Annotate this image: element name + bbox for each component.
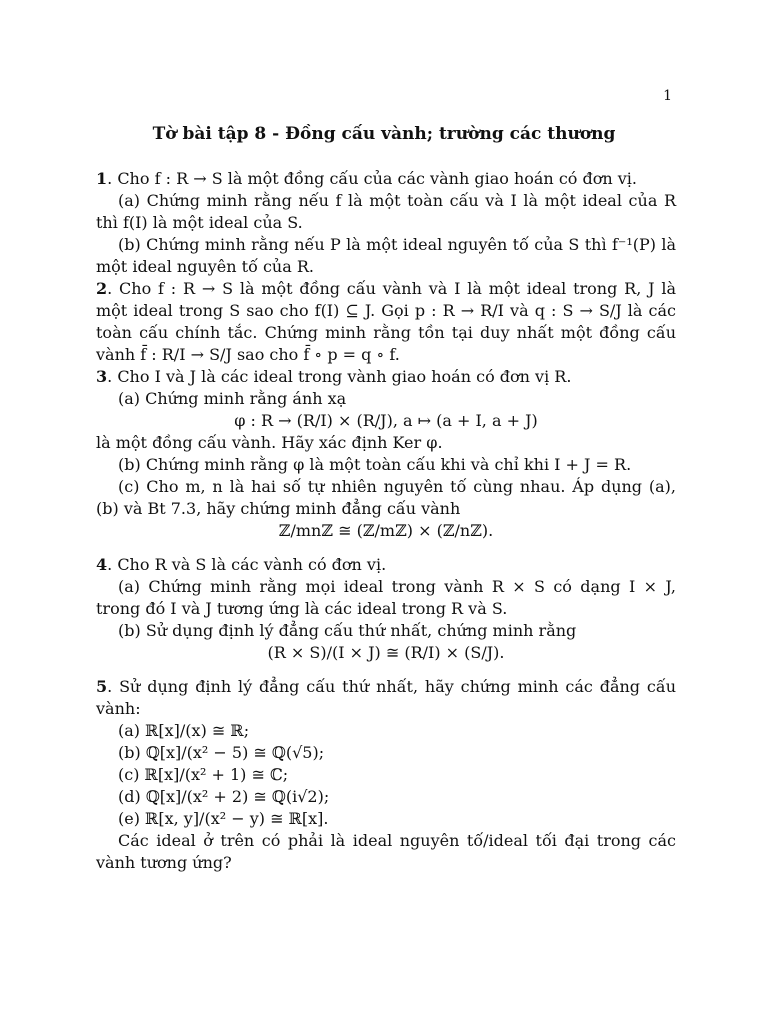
exercise-3-map-formula: φ : R → (R/I) × (R/J), a ↦ (a + I, a + J) [234,411,538,430]
exercise-1-intro [96,168,676,190]
exercise-list [96,168,676,874]
exercise-1-part-b: (b) Chứng minh rằng nếu P là một ideal nguyên tố của S thì f⁻¹(P) là một ideal nguyên tố của R. [96,235,676,276]
exercise-4-part-b: (b) Sử dụng định lý đẳng cấu thứ nhất, chứng minh rằng [118,621,577,640]
exercise-2 [96,278,676,366]
exercise-5-closing-question: Các ideal ở trên có phải là ideal nguyên tố/ideal tối đại trong các vành tương ứng? [96,831,676,872]
exercise-5-number: 5 [96,677,108,696]
exercise-4-number: 4 [96,555,108,574]
exercise-5-intro-text: . Sử dụng định lý đẳng cấu thứ nhất, hãy chứng minh các đẳng cấu vành: [96,677,676,718]
exercise-3-part-a: (a) Chứng minh rằng ánh xạ [118,389,347,408]
exercise-5-item-c: (c) ℝ[x]/(x² + 1) ≅ ℂ; [118,765,289,784]
exercise-5-item-a: (a) ℝ[x]/(x) ≅ ℝ; [118,721,250,740]
exercise-1-part-a: (a) Chứng minh rằng nếu f là một toàn cấu và I là một ideal của R thì f(I) là một ideal của S. [96,191,676,232]
exercise-1-number: 1 [96,169,108,188]
exercise-5-item-d: (d) ℚ[x]/(x² + 2) ≅ ℚ(i√2); [118,787,330,806]
exercise-4-part-a: (a) Chứng minh rằng mọi ideal trong vành R × S có dạng I × J, trong đó I và J tương ứng là các ideal trong R và S. [96,577,676,618]
exercise-5-item-e: (e) ℝ[x, y]/(x² − y) ≅ ℝ[x]. [118,809,329,828]
exercise-3-intro-text: . Cho I và J là các ideal trong vành giao hoán có đơn vị R. [107,367,572,386]
exercise-3-number: 3 [96,367,108,386]
exercise-3-part-a-continued: là một đồng cấu vành. Hãy xác định Ker φ. [96,433,443,452]
exercise-5-item-b: (b) ℚ[x]/(x² − 5) ≅ ℚ(√5); [118,743,325,762]
exercise-5-intro [96,676,676,720]
exercise-1-intro-text: . Cho f : R → S là một đồng cấu của các vành giao hoán có đơn vị. [107,169,637,188]
exercise-4-intro-text: . Cho R và S là các vành có đơn vị. [107,555,387,574]
exercise-3-part-b: (b) Chứng minh rằng φ là một toàn cấu khi và chỉ khi I + J = R. [118,455,632,474]
exercise-2-number: 2 [96,279,108,298]
page-title: Tờ bài tập 8 - Đồng cấu vành; trường các thương [152,124,616,144]
exercise-3-isomorphism-formula: ℤ/mnℤ ≅ (ℤ/mℤ) × (ℤ/nℤ). [278,521,494,540]
exercise-4-isomorphism-formula: (R × S)/(I × J) ≅ (R/I) × (S/J). [267,643,505,662]
page-number: 1 [663,88,672,104]
exercise-3-intro [96,366,676,388]
exercise-4-intro [96,554,676,576]
exercise-3-part-c: (c) Cho m, n là hai số tự nhiên nguyên tố cùng nhau. Áp dụng (a), (b) và Bt 7.3, hãy chứng minh đẳng cấu vành [96,477,676,518]
exercise-2-text: . Cho f : R → S là một đồng cấu vành và I là một ideal trong R, J là một ideal trong S sao cho f(I) ⊆ J. Gọi p : R → R/I và q : S → S/J là các toàn cấu chính tắc. Chứng minh rằng tồn tại duy nhất một đồng cấu vành f̄ : R/I → S/J sao cho f̄ ∘ p = q ∘ f. [96,279,676,364]
